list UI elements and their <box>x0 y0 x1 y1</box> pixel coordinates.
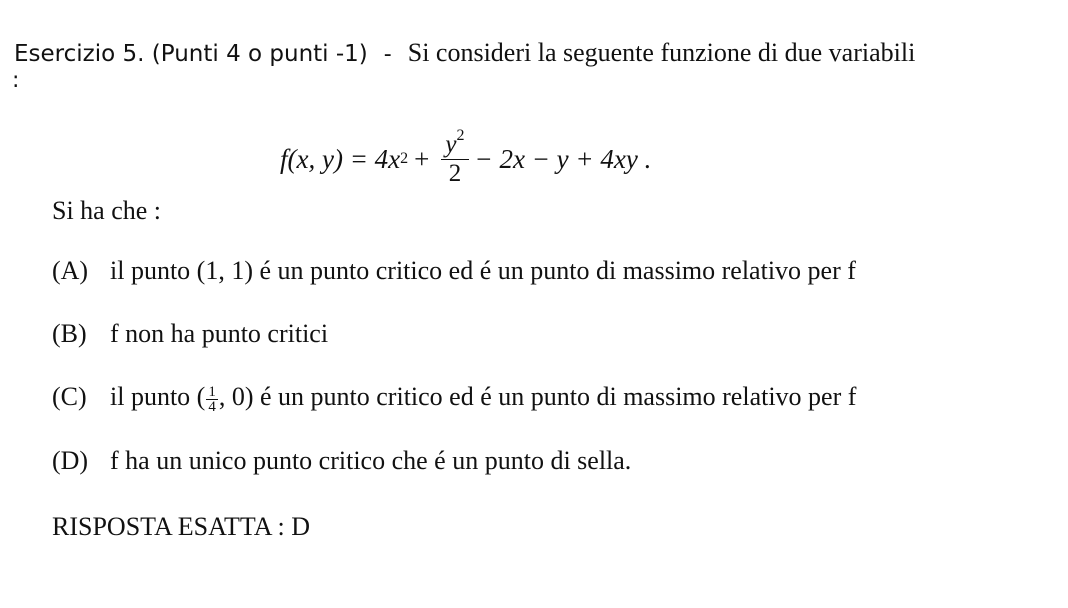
option-c-text-after: , 0) é un punto critico ed é un punto di massimo relativo per f <box>218 382 857 411</box>
option-c-text-before: il punto ( <box>110 382 206 411</box>
option-c-fraction <box>206 385 218 414</box>
frac-den: 2 <box>448 159 462 187</box>
formula-fraction <box>441 126 468 187</box>
formula-plus: + <box>414 143 430 174</box>
option-a-label: (A) <box>52 256 89 285</box>
option-d-text: f ha un unico punto critico che é un punto di sella. <box>110 446 632 475</box>
header-colon: : <box>12 68 20 93</box>
function-formula: f(x, y) = 4x 2 + $\frac{y^2}{2}$ − 2x − y + 4xy . <box>280 126 652 187</box>
header-separator: - <box>383 42 392 67</box>
option-c-frac-den: 4 <box>208 398 216 415</box>
option-a-text: il punto (1, 1) é un punto critico ed é un punto di massimo relativo per f <box>110 256 856 285</box>
formula-rhs: − 2x − y + 4xy . <box>474 143 652 174</box>
option-c <box>52 382 856 414</box>
option-d <box>52 446 631 476</box>
option-b-label: (B) <box>52 319 87 348</box>
option-b-text: f non ha punto critici <box>110 319 329 348</box>
option-d-label: (D) <box>52 446 89 475</box>
formula-lhs: f(x, y) = 4x <box>280 143 401 174</box>
frac-num-base: y <box>445 130 457 158</box>
option-a <box>52 256 856 286</box>
exercise-intro: Si consideri la seguente funzione di due variabili <box>407 38 916 67</box>
option-c-frac-num: 1 <box>208 383 216 400</box>
exercise-header <box>14 36 915 72</box>
prompt-text: Si ha che : <box>52 196 162 225</box>
frac-num-exp: 2 <box>456 126 465 144</box>
option-b <box>52 319 328 349</box>
correct-answer: RISPOSTA ESATTA : D <box>52 512 311 541</box>
exercise-label: Esercizio 5. (Punti 4 o punti -1) <box>14 41 368 67</box>
option-c-label: (C) <box>52 382 87 411</box>
